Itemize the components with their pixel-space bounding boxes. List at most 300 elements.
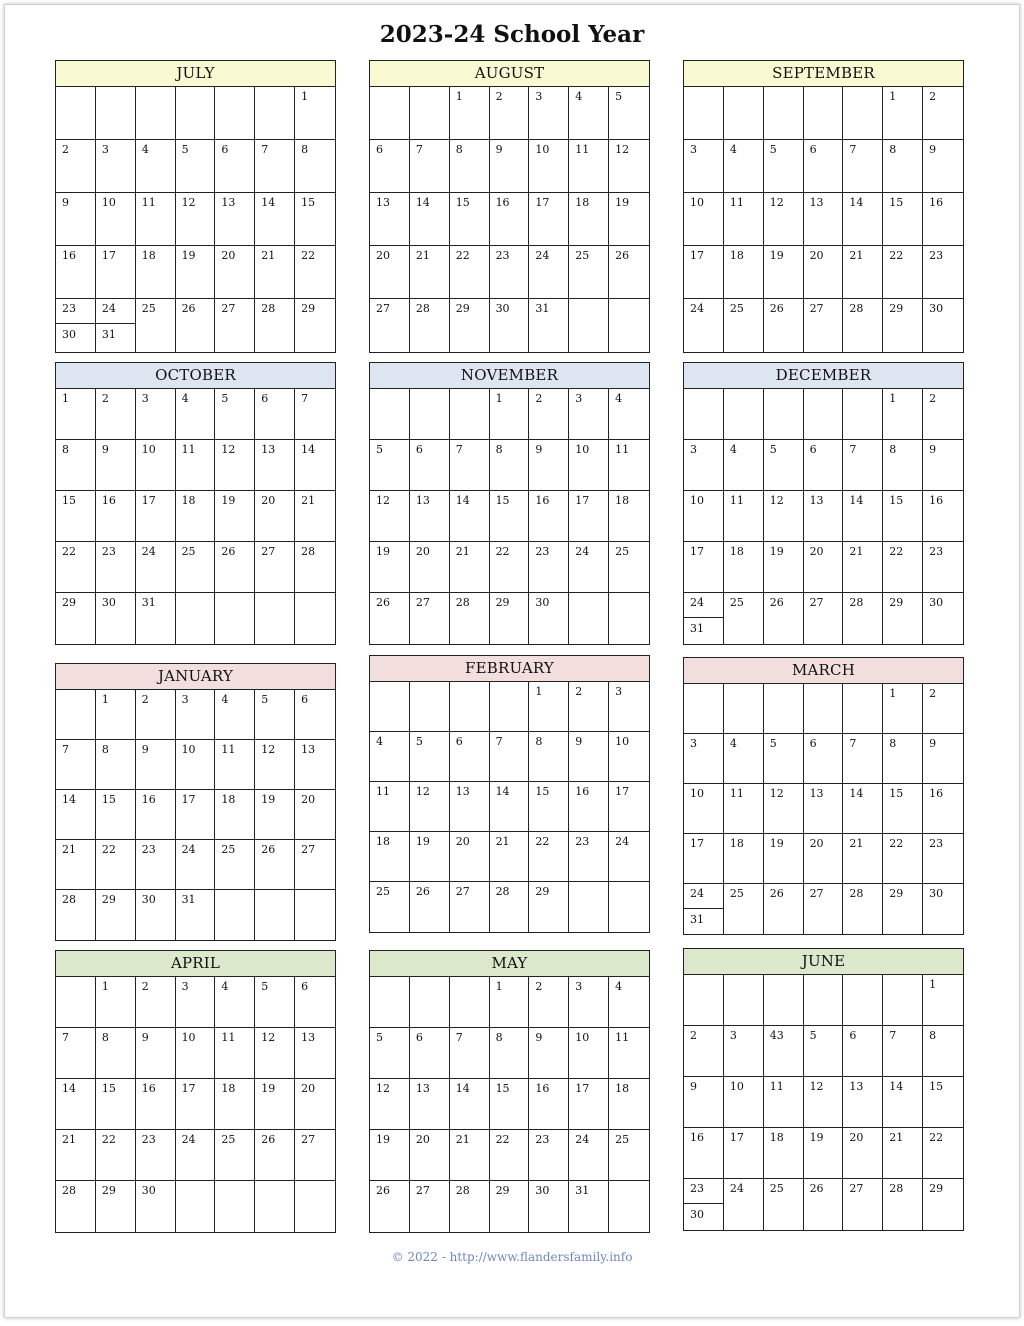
day-number: 4: [181, 392, 189, 405]
day-number: 20: [455, 835, 470, 848]
day-number: 31: [141, 596, 156, 609]
day-grid: [56, 87, 335, 352]
day-cell: [529, 542, 569, 593]
day-number: 9: [929, 443, 937, 456]
day-number: 3: [729, 1029, 737, 1042]
day-number: 19: [809, 1131, 824, 1144]
empty-cell: [684, 975, 724, 1026]
day-number: 24: [729, 1182, 744, 1195]
day-cell: [215, 740, 255, 790]
day-cell: [176, 491, 216, 542]
day-cell: [215, 977, 255, 1028]
day-cell: [96, 690, 136, 740]
day-number: 14: [62, 793, 76, 806]
empty-cell: [684, 87, 724, 140]
day-cell: [609, 977, 649, 1028]
day-cell: [804, 246, 844, 299]
day-cell: [215, 140, 255, 193]
day-cell: [843, 440, 883, 491]
day-number: 27: [415, 1184, 430, 1197]
day-number: 8: [535, 735, 543, 748]
day-number: 13: [809, 787, 824, 800]
day-number: 25: [141, 302, 156, 315]
day-number: 10: [615, 735, 630, 748]
day-number: 6: [261, 392, 269, 405]
day-cell: [96, 389, 136, 440]
day-cell: [450, 1028, 490, 1079]
day-cell: [490, 246, 530, 299]
split-divider: [684, 1203, 723, 1204]
day-number: 9: [690, 1080, 697, 1093]
day-number: 11: [221, 1031, 236, 1044]
day-cell: [56, 890, 96, 940]
day-cell: [609, 140, 649, 193]
day-cell: [255, 1028, 295, 1079]
day-cell: [490, 140, 530, 193]
day-cell: [450, 1079, 490, 1130]
day-number: 16: [101, 494, 116, 507]
month-header: SEPTEMBER: [684, 61, 963, 87]
day-cell: [370, 299, 410, 352]
day-number: 20: [261, 494, 276, 507]
day-number: 19: [181, 249, 196, 262]
day-cell: [370, 542, 410, 593]
day-number: 15: [495, 494, 510, 507]
day-cell: [923, 193, 963, 246]
day-number: 24: [575, 1133, 590, 1146]
day-number: 18: [575, 196, 590, 209]
day-number: 20: [415, 545, 430, 558]
day-number: 21: [62, 1133, 76, 1146]
day-cell: [843, 734, 883, 784]
day-number: 11: [729, 196, 744, 209]
day-cell: [923, 684, 963, 734]
month-february: [369, 655, 650, 933]
day-cell: [136, 890, 176, 940]
day-cell: [295, 389, 335, 440]
day-number: 6: [849, 1029, 857, 1042]
day-cell: [609, 1079, 649, 1130]
day-number: 31: [690, 622, 704, 635]
day-number: 10: [729, 1080, 744, 1093]
day-number: 28: [849, 887, 864, 900]
day-cell: [684, 1128, 724, 1179]
day-number: 14: [849, 494, 864, 507]
day-cell: [255, 690, 295, 740]
day-number: 17: [575, 494, 590, 507]
day-cell: [490, 491, 530, 542]
day-cell: [176, 1130, 216, 1181]
day-number: 31: [101, 328, 116, 341]
day-cell: [450, 87, 490, 140]
day-number: 26: [376, 596, 390, 609]
empty-cell: [450, 682, 490, 732]
day-number: 7: [62, 743, 69, 756]
month-header: MARCH: [684, 658, 963, 684]
day-number: 22: [889, 837, 904, 850]
day-cell: [490, 977, 530, 1028]
day-cell: [764, 884, 804, 934]
day-cell: [609, 1130, 649, 1181]
day-cell: [450, 193, 490, 246]
day-grid: [684, 389, 963, 644]
day-number: 15: [889, 196, 904, 209]
day-cell: [56, 593, 96, 644]
day-number: 8: [495, 443, 503, 456]
day-cell: [804, 1179, 844, 1230]
day-cell: [215, 790, 255, 840]
day-cell: [370, 882, 410, 932]
day-cell: [923, 440, 963, 491]
day-cell: [569, 389, 609, 440]
day-cell: [56, 1181, 96, 1232]
day-cell: [410, 1028, 450, 1079]
day-cell: [295, 193, 335, 246]
day-cell: [804, 1077, 844, 1128]
day-cell: [96, 542, 136, 593]
day-number: 1: [495, 392, 503, 405]
day-cell: [684, 734, 724, 784]
day-cell: [569, 193, 609, 246]
day-cell: [176, 890, 216, 940]
day-number: 2: [690, 1029, 697, 1042]
empty-cell: [410, 87, 450, 140]
page-title: 2023-24 School Year: [379, 21, 645, 48]
day-cell: [56, 1079, 96, 1130]
day-cell: [176, 140, 216, 193]
month-december: [683, 362, 964, 645]
day-grid: [56, 977, 335, 1232]
day-number: 8: [101, 743, 109, 756]
day-cell: [295, 299, 335, 352]
day-cell: [255, 1130, 295, 1181]
day-number: 11: [376, 785, 390, 798]
day-cell: [764, 491, 804, 542]
day-number: 19: [769, 837, 784, 850]
day-cell: [490, 782, 530, 832]
day-cell: [490, 1181, 530, 1232]
day-number: 4: [615, 392, 623, 405]
day-cell: [724, 1026, 764, 1077]
day-cell: [883, 734, 923, 784]
day-number: 22: [889, 249, 904, 262]
day-cell: [804, 542, 844, 593]
day-cell: [883, 299, 923, 352]
day-number: 9: [62, 196, 69, 209]
day-number: 1: [889, 392, 897, 405]
day-cell: [295, 1079, 335, 1130]
day-cell: [136, 690, 176, 740]
day-number: 17: [181, 1082, 196, 1095]
day-cell: [96, 890, 136, 940]
day-number: 1: [929, 978, 937, 991]
empty-cell: [569, 299, 609, 352]
empty-cell: [609, 299, 649, 352]
day-number: 22: [495, 1133, 510, 1146]
day-cell: [136, 193, 176, 246]
day-number: 12: [415, 785, 430, 798]
day-number: 15: [101, 793, 116, 806]
day-cell: [370, 593, 410, 644]
empty-cell: [215, 890, 255, 940]
day-cell: [176, 440, 216, 491]
day-number: 5: [615, 90, 623, 103]
day-cell: [176, 246, 216, 299]
day-cell: [450, 1130, 490, 1181]
day-cell: [96, 1130, 136, 1181]
day-cell: [529, 682, 569, 732]
day-number: 2: [141, 693, 149, 706]
empty-cell: [764, 389, 804, 440]
day-cell: [684, 542, 724, 593]
day-number: 22: [101, 1133, 116, 1146]
day-cell: [295, 740, 335, 790]
day-number: 11: [615, 1031, 630, 1044]
day-number: 29: [535, 885, 550, 898]
day-number: 20: [415, 1133, 430, 1146]
day-number: 3: [101, 143, 109, 156]
day-cell: [764, 1077, 804, 1128]
month-header: NOVEMBER: [370, 363, 649, 389]
empty-cell: [370, 977, 410, 1028]
day-cell: [883, 193, 923, 246]
day-number: 10: [690, 494, 704, 507]
day-cell: [255, 246, 295, 299]
day-number: 8: [455, 143, 463, 156]
day-cell: [215, 840, 255, 890]
day-number: 7: [849, 737, 857, 750]
day-cell: [569, 977, 609, 1028]
day-cell: [569, 491, 609, 542]
empty-cell: [410, 977, 450, 1028]
day-cell: [215, 542, 255, 593]
day-number: 20: [376, 249, 390, 262]
day-cell: [843, 140, 883, 193]
day-cell: [176, 389, 216, 440]
day-cell: [804, 1026, 844, 1077]
day-cell: [490, 389, 530, 440]
day-number: 4: [221, 980, 229, 993]
month-header: JULY: [56, 61, 335, 87]
day-number: 2: [929, 392, 937, 405]
day-cell: [529, 1181, 569, 1232]
day-cell: [295, 140, 335, 193]
day-cell: [843, 299, 883, 352]
day-number: 23: [575, 835, 590, 848]
day-number: 23: [535, 545, 550, 558]
day-number: 25: [376, 885, 390, 898]
day-cell: [883, 542, 923, 593]
empty-cell: [883, 975, 923, 1026]
day-number: 15: [495, 1082, 510, 1095]
day-number: 28: [301, 545, 316, 558]
day-cell: [215, 1028, 255, 1079]
day-number: 19: [376, 1133, 390, 1146]
day-cell: [764, 542, 804, 593]
day-cell: [255, 790, 295, 840]
day-cell: [569, 140, 609, 193]
day-cell: [96, 1028, 136, 1079]
day-cell: [883, 246, 923, 299]
day-cell: [295, 1028, 335, 1079]
day-cell: [56, 299, 96, 352]
day-cell: [295, 246, 335, 299]
day-number: 6: [809, 143, 817, 156]
day-number: 3: [690, 737, 697, 750]
day-number: 15: [62, 494, 76, 507]
day-number: 17: [615, 785, 630, 798]
day-number: 26: [769, 302, 784, 315]
day-number: 5: [809, 1029, 817, 1042]
day-cell: [804, 299, 844, 352]
footer-copyright: © 2022 - http://www.flandersfamily.info: [391, 1250, 633, 1264]
day-cell: [370, 140, 410, 193]
day-cell: [96, 140, 136, 193]
day-number: 7: [455, 443, 463, 456]
day-cell: [176, 740, 216, 790]
empty-cell: [724, 87, 764, 140]
day-number: 24: [535, 249, 550, 262]
day-cell: [295, 690, 335, 740]
empty-cell: [804, 975, 844, 1026]
month-june: [683, 948, 964, 1231]
day-number: 21: [455, 545, 470, 558]
day-number: 19: [415, 835, 430, 848]
day-cell: [136, 840, 176, 890]
day-cell: [410, 782, 450, 832]
day-number: 1: [495, 980, 503, 993]
day-number: 5: [221, 392, 229, 405]
day-number: 17: [690, 545, 704, 558]
day-number: 30: [495, 302, 510, 315]
day-number: 28: [495, 885, 510, 898]
day-cell: [923, 734, 963, 784]
empty-cell: [176, 87, 216, 140]
day-cell: [843, 1128, 883, 1179]
day-cell: [764, 784, 804, 834]
day-grid: [56, 389, 335, 644]
split-divider: [684, 617, 723, 618]
day-number: 16: [690, 1131, 704, 1144]
day-number: 29: [889, 596, 904, 609]
day-number: 28: [455, 596, 470, 609]
day-number: 25: [615, 1133, 630, 1146]
empty-cell: [56, 977, 96, 1028]
empty-cell: [764, 87, 804, 140]
empty-cell: [843, 87, 883, 140]
day-cell: [569, 1130, 609, 1181]
day-cell: [295, 840, 335, 890]
day-number: 14: [301, 443, 316, 456]
day-number: 20: [221, 249, 236, 262]
month-header: JANUARY: [56, 664, 335, 690]
day-cell: [96, 193, 136, 246]
day-grid: [684, 87, 963, 352]
day-number: 7: [455, 1031, 463, 1044]
day-number: 1: [62, 392, 69, 405]
day-cell: [176, 542, 216, 593]
day-number: 24: [615, 835, 630, 848]
day-number: 31: [181, 893, 196, 906]
day-cell: [804, 784, 844, 834]
day-cell: [529, 782, 569, 832]
day-number: 22: [495, 545, 510, 558]
day-number: 25: [729, 302, 744, 315]
day-cell: [490, 440, 530, 491]
day-number: 30: [141, 893, 156, 906]
month-header: MAY: [370, 951, 649, 977]
day-cell: [136, 740, 176, 790]
month-april: [55, 950, 336, 1233]
day-grid: [370, 87, 649, 352]
split-divider: [96, 323, 135, 324]
day-number: 9: [535, 443, 543, 456]
day-number: 14: [261, 196, 276, 209]
day-cell: [843, 193, 883, 246]
day-cell: [724, 542, 764, 593]
empty-cell: [450, 977, 490, 1028]
day-cell: [410, 491, 450, 542]
day-number: 2: [575, 685, 583, 698]
day-cell: [684, 246, 724, 299]
empty-cell: [136, 87, 176, 140]
day-number: 27: [809, 302, 824, 315]
day-number: 28: [261, 302, 276, 315]
day-number: 28: [849, 302, 864, 315]
day-number: 5: [376, 1031, 383, 1044]
day-cell: [529, 193, 569, 246]
empty-cell: [370, 682, 410, 732]
day-number: 12: [769, 196, 784, 209]
day-cell: [923, 593, 963, 644]
day-number: 27: [376, 302, 390, 315]
day-number: 6: [809, 737, 817, 750]
day-number: 21: [455, 1133, 470, 1146]
empty-cell: [804, 684, 844, 734]
day-number: 15: [889, 787, 904, 800]
day-number: 11: [615, 443, 630, 456]
day-number: 16: [929, 494, 944, 507]
day-cell: [529, 593, 569, 644]
day-number: 29: [929, 1182, 944, 1195]
day-number: 31: [575, 1184, 590, 1197]
day-cell: [176, 690, 216, 740]
day-number: 20: [809, 545, 824, 558]
day-number: 9: [929, 143, 937, 156]
day-number: 13: [376, 196, 390, 209]
day-cell: [295, 440, 335, 491]
day-cell: [764, 193, 804, 246]
day-cell: [136, 790, 176, 840]
day-cell: [295, 790, 335, 840]
day-cell: [804, 834, 844, 884]
day-grid: [56, 690, 335, 940]
day-number: 2: [929, 687, 937, 700]
day-number: 7: [62, 1031, 69, 1044]
day-cell: [136, 977, 176, 1028]
day-cell: [96, 440, 136, 491]
day-number: 15: [535, 785, 550, 798]
day-number: 25: [615, 545, 630, 558]
empty-cell: [255, 87, 295, 140]
day-cell: [176, 977, 216, 1028]
day-number: 12: [221, 443, 236, 456]
day-cell: [883, 1179, 923, 1230]
day-grid: [370, 977, 649, 1232]
day-grid: [684, 975, 963, 1230]
empty-cell: [684, 389, 724, 440]
day-cell: [410, 832, 450, 882]
